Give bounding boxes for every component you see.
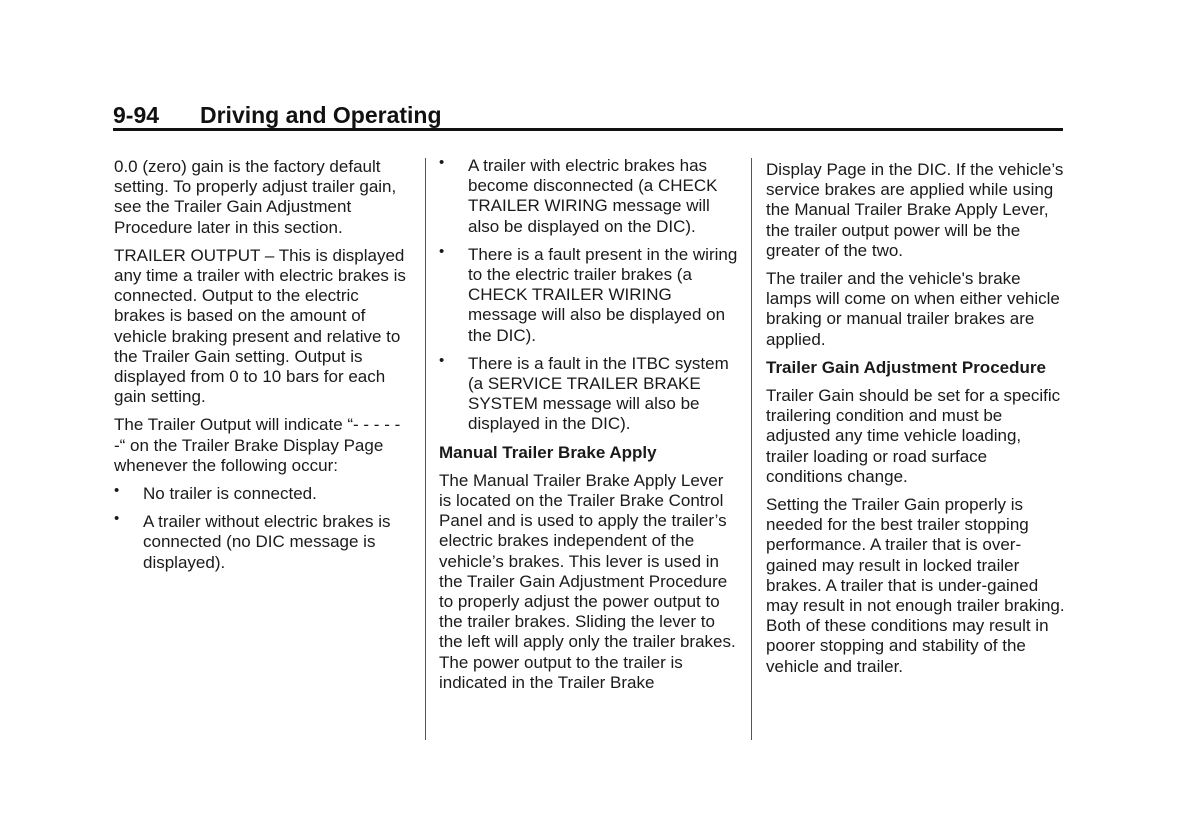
header-rule bbox=[113, 128, 1063, 131]
paragraph-manual-brake-lever: The Manual Trailer Brake Apply Lever is located on the Trailer Brake Control Panel and is used to apply the trailer’s electric brakes independent of the vehicle’s brakes. This lever is used in the Trailer Gain Adjustment Procedure to properly adjust the power output to the trailer brakes. Sliding the lever to the left will apply only the trailer brakes. The power output to the trailer is indicated in the Trailer Brake bbox=[439, 470, 736, 692]
column-2 bbox=[439, 156, 739, 701]
list-item-text: There is a fault present in the wiring to the electric trailer brakes (a CHECK TRAILER WIRING message will also be displayed on the DIC). bbox=[468, 244, 738, 345]
list-item bbox=[439, 242, 739, 346]
bullet-icon: • bbox=[114, 482, 120, 500]
paragraph-display-page: Display Page in the DIC. If the vehicle’s service brakes are applied while using the Manual Trailer Brake Apply Lever, the trailer output power will be the greater of the two. bbox=[766, 160, 1064, 260]
list-item-text: No trailer is connected. bbox=[143, 484, 317, 504]
list-item-text: A trailer without electric brakes is connected (no DIC message is displayed). bbox=[143, 512, 391, 572]
bullet-icon: • bbox=[439, 242, 445, 260]
page-header bbox=[113, 100, 1063, 130]
subheading-manual-trailer-brake-apply: Manual Trailer Brake Apply bbox=[439, 442, 657, 462]
subheading-trailer-gain-adjustment: Trailer Gain Adjustment Procedure bbox=[766, 357, 1046, 377]
paragraph-factory-default-gain: 0.0 (zero) gain is the factory default setting. To properly adjust trailer gain, see the Trailer Gain Adjustment Procedure later in this section. bbox=[114, 157, 397, 237]
bullet-icon: • bbox=[439, 154, 445, 171]
page-number: 9-94 bbox=[113, 102, 160, 128]
paragraph-brake-lamps: The trailer and the vehicle's brake lamps will come on when either vehicle braking or manual trailer brakes are applied. bbox=[766, 269, 1060, 349]
column-divider-2 bbox=[751, 158, 752, 740]
column-1 bbox=[114, 157, 414, 581]
paragraph-trailer-output: TRAILER OUTPUT – This is displayed any time a trailer with electric brakes is connected. Output to the electric brakes is based on the amount of vehicle braking present and relative to the Trailer Gain setting. Output is displayed from 0 to 10 bars for each gain setting. bbox=[114, 245, 406, 407]
paragraph-gain-setting-conditions: Trailer Gain should be set for a specific trailering condition and must be adjusted any time vehicle loading, trailer loading or road surface conditions change. bbox=[766, 386, 1061, 486]
list-item bbox=[439, 156, 739, 237]
list-item bbox=[439, 351, 739, 435]
bullet-icon: • bbox=[439, 351, 445, 369]
column-3 bbox=[766, 160, 1066, 685]
list-item-text: A trailer with electric brakes has become disconnected (a CHECK TRAILER WIRING message will also be displayed on the DIC). bbox=[468, 156, 718, 236]
paragraph-gain-properly: Setting the Trailer Gain properly is needed for the best trailer stopping performance. A trailer that is over-gained may result in locked trailer brakes. A trailer that is under-gained may result in not enough trailer braking. Both of these conditions may result in poorer stopping and stability of the vehicle and trailer. bbox=[766, 495, 1065, 676]
bullet-list-conditions-1 bbox=[114, 484, 414, 573]
list-item-text: There is a fault in the ITBC system (a SERVICE TRAILER BRAKE SYSTEM message will also be displayed in the DIC). bbox=[468, 353, 729, 434]
list-item bbox=[114, 512, 414, 573]
list-item bbox=[114, 484, 414, 504]
section-title: Driving and Operating bbox=[200, 102, 442, 128]
bullet-list-conditions-2 bbox=[439, 156, 739, 435]
bullet-icon: • bbox=[114, 510, 120, 528]
column-divider-1 bbox=[425, 158, 426, 740]
paragraph-trailer-output-indicator: The Trailer Output will indicate “- - - - - -“ on the Trailer Brake Display Page whenever the following occur: bbox=[114, 415, 401, 475]
